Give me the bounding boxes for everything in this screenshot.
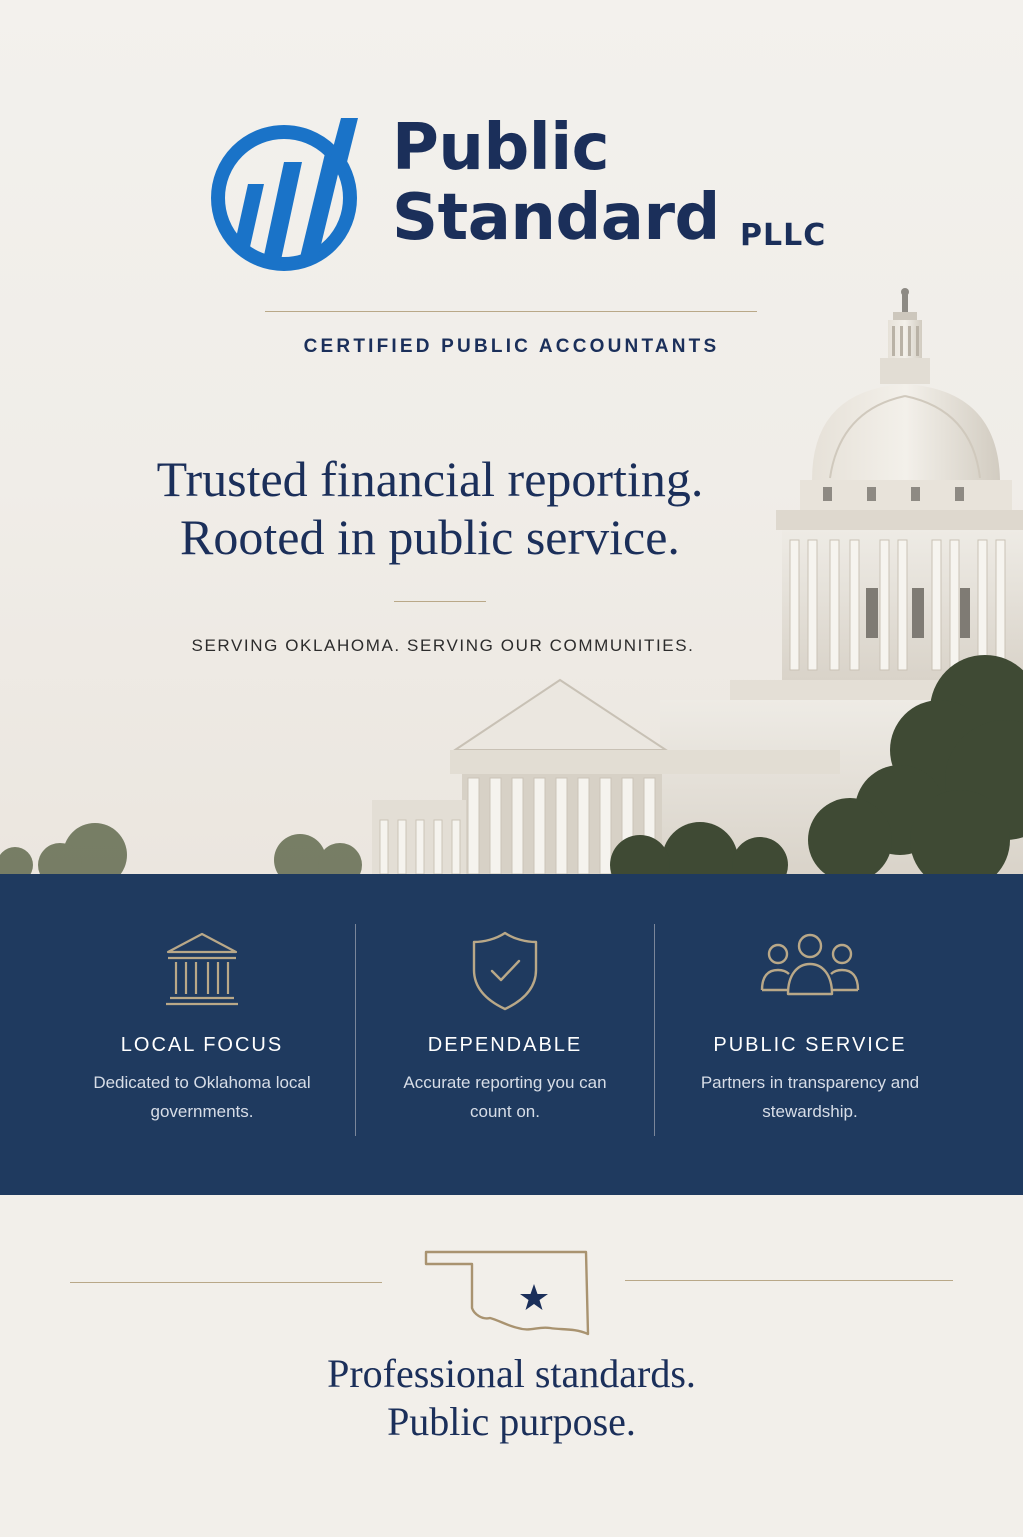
feature-description: Dedicated to Oklahoma local governments. [93,1073,311,1121]
divider-rule [394,601,486,602]
feature-title: PUBLIC SERVICE [713,1034,907,1056]
hero-headline [130,450,730,566]
divider-rule [625,1280,953,1281]
feature-local-focus [52,874,352,1195]
divider-rule [70,1282,382,1283]
features-band [0,874,1023,1195]
feature-title: DEPENDABLE [427,1034,583,1056]
hero-subline: SERVING OKLAHOMA. SERVING OUR COMMUNITIES. [191,636,695,655]
people-group-icon [758,930,862,1002]
closing-line1: Professional standards. [327,1351,696,1396]
bar-chart-circle-icon [208,114,360,272]
feature-description: Accurate reporting you can count on. [403,1073,607,1121]
brand-suffix: PLLC [740,218,827,253]
brand-name-line1: Public [392,111,610,185]
divider-rule [265,311,757,312]
oklahoma-map-star-icon [422,1248,590,1338]
hero-headline-line2: Rooted in public service. [180,509,680,565]
feature-dependable [355,874,655,1195]
brand-tagline: CERTIFIED PUBLIC ACCOUNTANTS [303,336,720,357]
brand-name-line2: Standard [392,181,720,255]
shield-check-icon [470,930,540,1012]
column-divider [654,924,655,1136]
closing-line2: Public purpose. [387,1399,636,1444]
capitol-building-icon [164,930,240,1010]
feature-public-service [660,874,960,1195]
hero-headline-line1: Trusted financial reporting. [156,451,704,507]
closing-statement [0,1350,1023,1446]
feature-description: Partners in transparency and stewardship. [700,1073,920,1121]
capitol-building-image [0,280,1023,874]
feature-title: LOCAL FOCUS [120,1034,284,1056]
